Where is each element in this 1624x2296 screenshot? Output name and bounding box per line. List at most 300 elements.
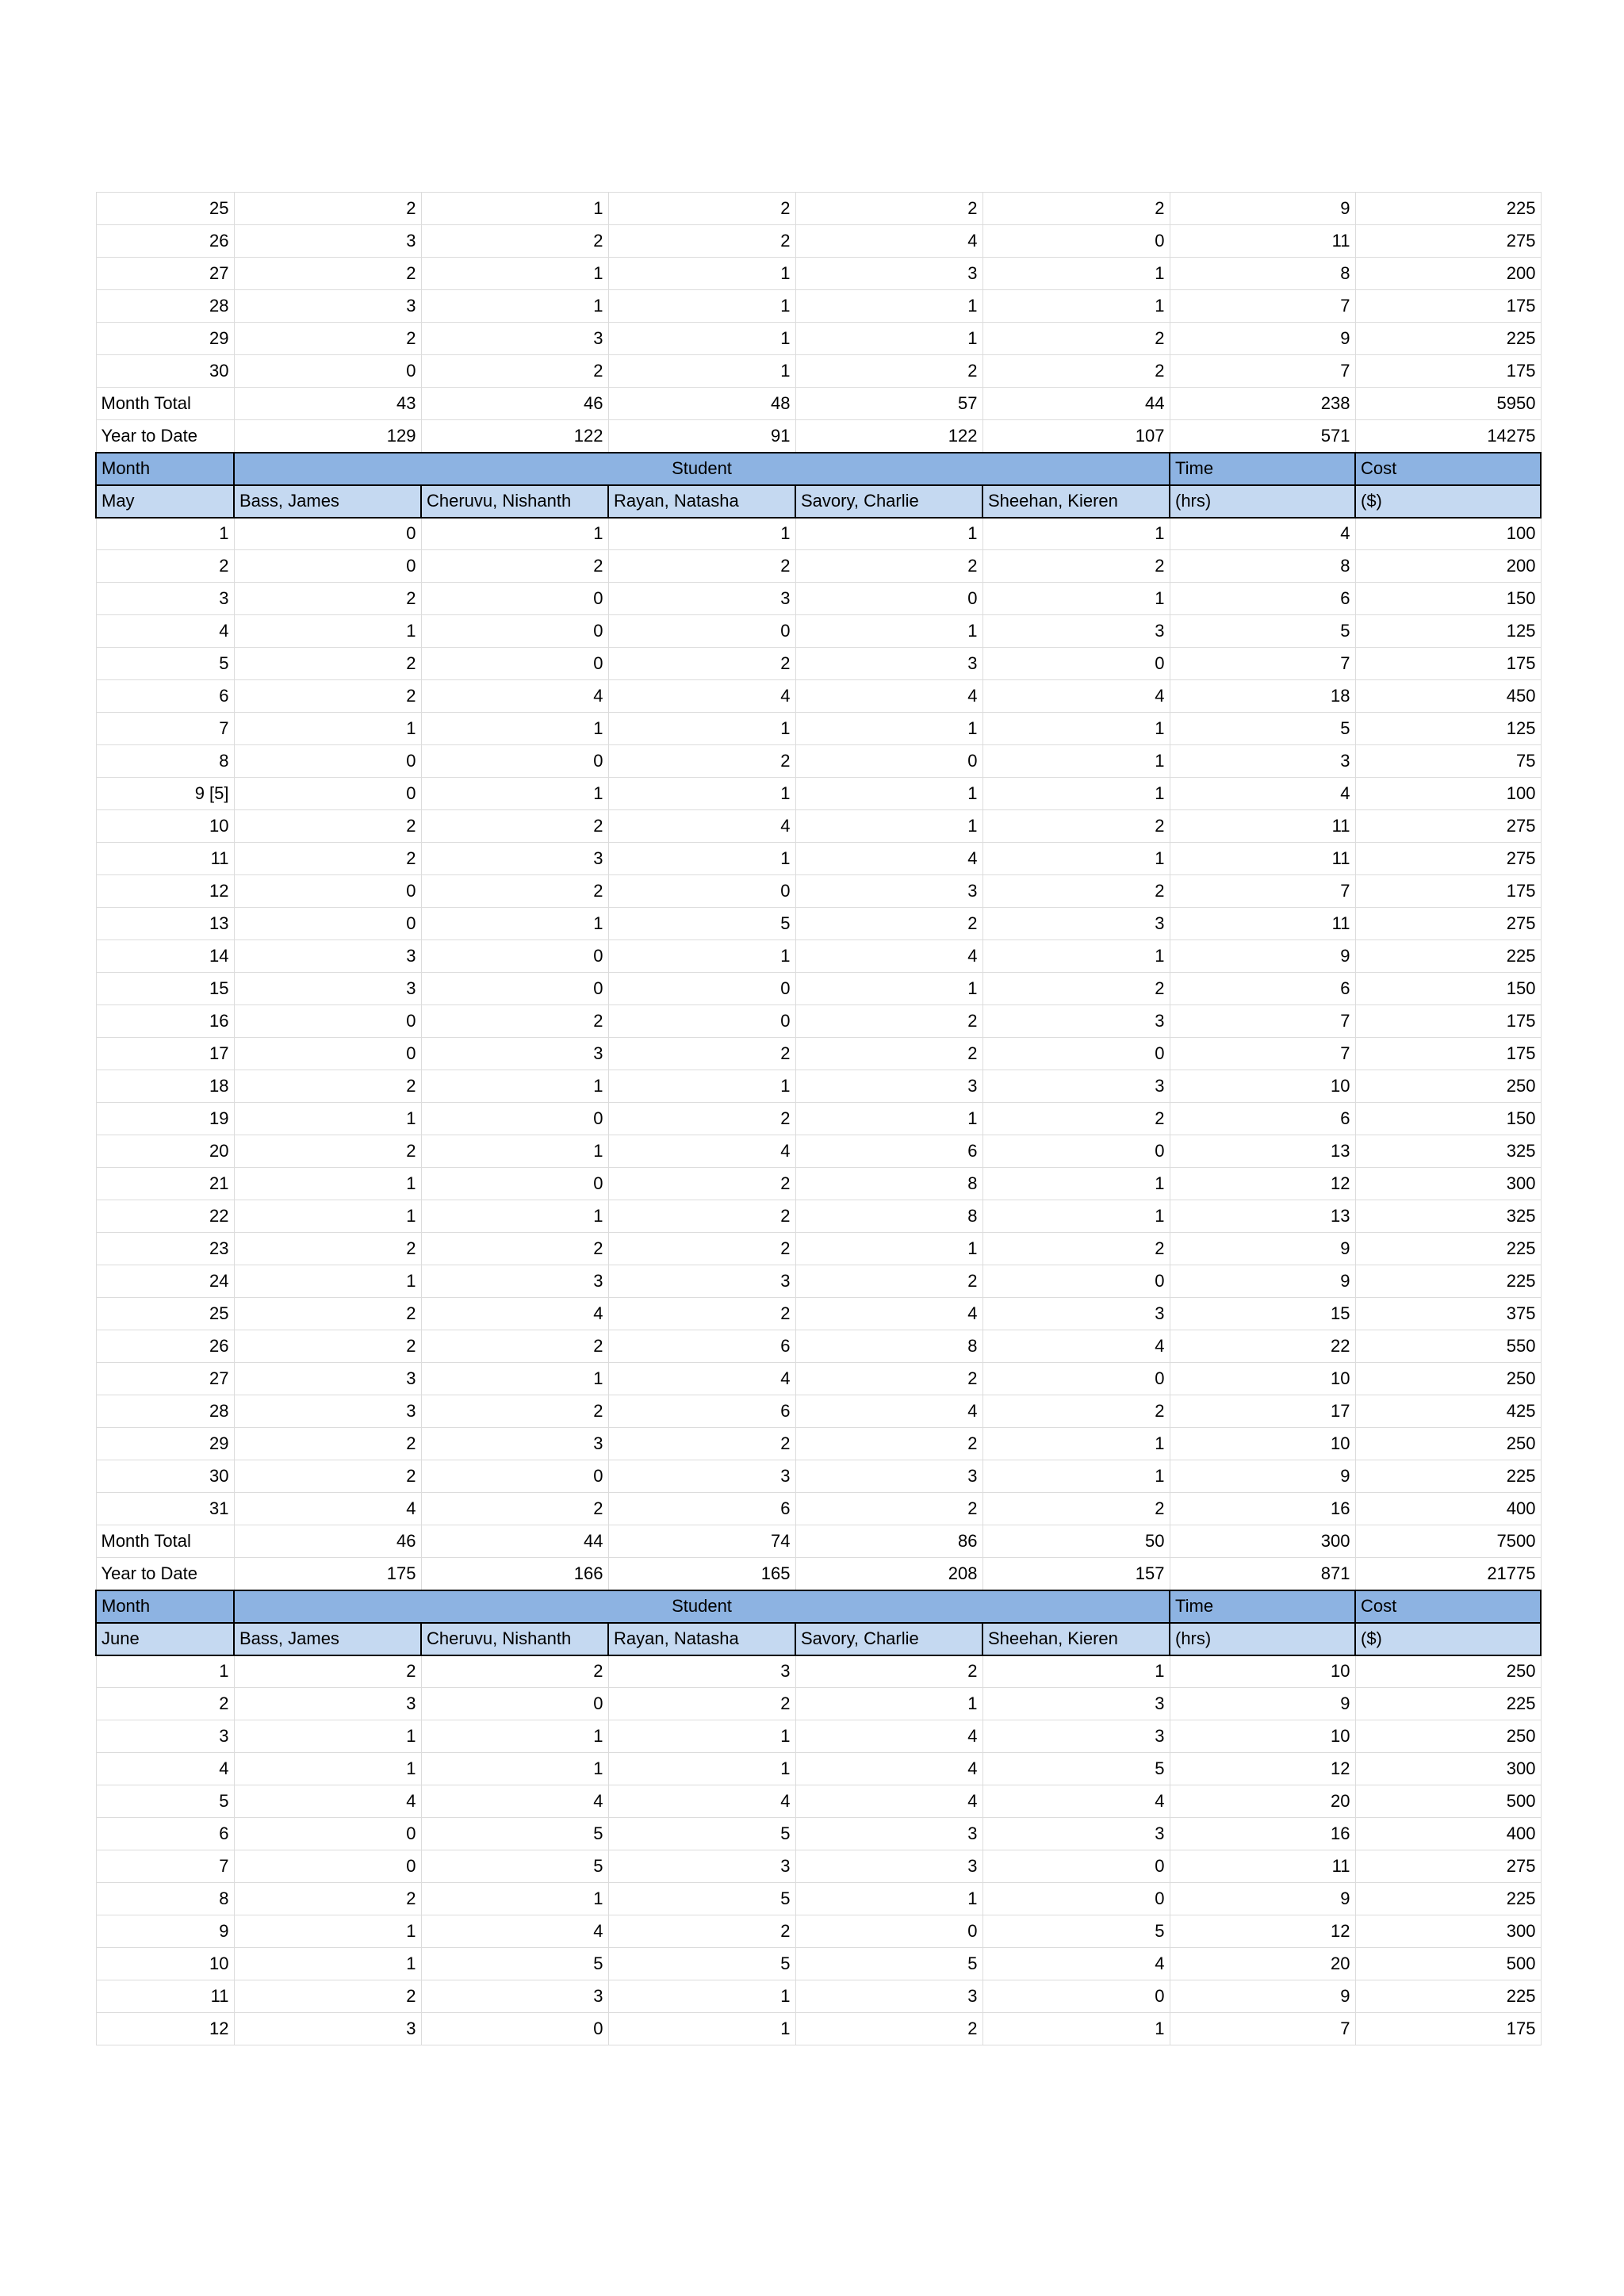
time-total-cell[interactable]: 11 — [1170, 1850, 1355, 1883]
hours-cell[interactable]: 3 — [234, 1688, 421, 1720]
hours-cell[interactable]: 1 — [795, 778, 982, 810]
time-total-cell[interactable]: 7 — [1170, 648, 1355, 680]
time-total-cell[interactable]: 20 — [1170, 1785, 1355, 1818]
hours-cell[interactable]: 1 — [608, 940, 795, 973]
month-total-row-value[interactable]: 300 — [1170, 1525, 1355, 1558]
hours-cell[interactable]: 0 — [234, 745, 421, 778]
hours-cell[interactable]: 1 — [982, 290, 1170, 323]
hours-cell[interactable]: 2 — [234, 1655, 421, 1688]
year-to-date-row-value[interactable]: 122 — [795, 420, 982, 453]
time-total-cell[interactable]: 9 — [1170, 1265, 1355, 1298]
hours-cell[interactable]: 3 — [234, 290, 421, 323]
cost-cell[interactable]: 100 — [1355, 518, 1541, 550]
hours-cell[interactable]: 1 — [608, 778, 795, 810]
day-cell[interactable]: 17 — [96, 1038, 234, 1070]
hours-cell[interactable]: 2 — [608, 1103, 795, 1135]
hours-cell[interactable]: 1 — [234, 615, 421, 648]
hours-cell[interactable]: 2 — [982, 1233, 1170, 1265]
cost-cell[interactable]: 175 — [1355, 1005, 1541, 1038]
hours-cell[interactable]: 1 — [234, 1168, 421, 1200]
cost-cell[interactable]: 225 — [1355, 1883, 1541, 1915]
day-cell[interactable]: 4 — [96, 1753, 234, 1785]
hours-cell[interactable]: 1 — [608, 518, 795, 550]
cost-cell[interactable]: 250 — [1355, 1428, 1541, 1460]
hours-cell[interactable]: 1 — [795, 615, 982, 648]
hours-cell[interactable]: 3 — [795, 1460, 982, 1493]
time-total-cell[interactable]: 12 — [1170, 1753, 1355, 1785]
hours-cell[interactable]: 3 — [421, 1980, 608, 2013]
hours-cell[interactable]: 2 — [608, 1915, 795, 1948]
hours-cell[interactable]: 8 — [795, 1200, 982, 1233]
hours-cell[interactable]: 0 — [421, 940, 608, 973]
day-cell[interactable]: 2 — [96, 1688, 234, 1720]
time-total-cell[interactable]: 9 — [1170, 940, 1355, 973]
month-total-row-value[interactable]: 86 — [795, 1525, 982, 1558]
hours-cell[interactable]: 2 — [795, 1493, 982, 1525]
year-to-date-row-value[interactable]: 571 — [1170, 420, 1355, 453]
day-cell[interactable]: 14 — [96, 940, 234, 973]
student-header-cell[interactable]: Student — [234, 1590, 1170, 1623]
hours-cell[interactable]: 2 — [795, 1428, 982, 1460]
day-cell[interactable]: 16 — [96, 1005, 234, 1038]
hours-cell[interactable]: 4 — [608, 1363, 795, 1395]
hours-cell[interactable]: 2 — [795, 1363, 982, 1395]
month-total-row-value[interactable]: 7500 — [1355, 1525, 1541, 1558]
day-cell[interactable]: 2 — [96, 550, 234, 583]
hours-cell[interactable]: 6 — [608, 1493, 795, 1525]
day-cell[interactable]: 1 — [96, 518, 234, 550]
cost-cell[interactable]: 200 — [1355, 550, 1541, 583]
time-unit-cell[interactable]: (hrs) — [1170, 485, 1355, 518]
hours-cell[interactable]: 0 — [982, 1038, 1170, 1070]
cost-cell[interactable]: 250 — [1355, 1363, 1541, 1395]
hours-cell[interactable]: 3 — [421, 1265, 608, 1298]
hours-cell[interactable]: 0 — [234, 778, 421, 810]
hours-cell[interactable]: 0 — [421, 973, 608, 1005]
hours-cell[interactable]: 1 — [608, 290, 795, 323]
hours-cell[interactable]: 2 — [608, 1168, 795, 1200]
student-name-cell[interactable]: Sheehan, Kieren — [982, 1623, 1170, 1655]
day-cell[interactable]: 25 — [96, 1298, 234, 1330]
hours-cell[interactable]: 2 — [982, 973, 1170, 1005]
cost-cell[interactable]: 325 — [1355, 1200, 1541, 1233]
year-to-date-row-value[interactable]: 175 — [234, 1558, 421, 1590]
student-name-cell[interactable]: Bass, James — [234, 1623, 421, 1655]
hours-cell[interactable]: 0 — [421, 1460, 608, 1493]
day-cell[interactable]: 12 — [96, 2013, 234, 2045]
cost-unit-cell[interactable]: ($) — [1355, 1623, 1541, 1655]
hours-cell[interactable]: 0 — [421, 1168, 608, 1200]
cost-cell[interactable]: 500 — [1355, 1948, 1541, 1980]
hours-cell[interactable]: 4 — [795, 680, 982, 713]
hours-cell[interactable]: 0 — [982, 1980, 1170, 2013]
hours-cell[interactable]: 1 — [608, 2013, 795, 2045]
hours-cell[interactable]: 3 — [982, 1070, 1170, 1103]
student-header-cell[interactable]: Student — [234, 453, 1170, 485]
day-cell[interactable]: 10 — [96, 810, 234, 843]
cost-cell[interactable]: 225 — [1355, 323, 1541, 355]
time-total-cell[interactable]: 22 — [1170, 1330, 1355, 1363]
hours-cell[interactable]: 4 — [421, 680, 608, 713]
time-total-cell[interactable]: 7 — [1170, 2013, 1355, 2045]
hours-cell[interactable]: 4 — [795, 940, 982, 973]
hours-cell[interactable]: 4 — [982, 1785, 1170, 1818]
time-total-cell[interactable]: 9 — [1170, 1688, 1355, 1720]
hours-cell[interactable]: 0 — [234, 1850, 421, 1883]
day-cell[interactable]: 28 — [96, 290, 234, 323]
time-total-cell[interactable]: 6 — [1170, 583, 1355, 615]
hours-cell[interactable]: 1 — [421, 908, 608, 940]
hours-cell[interactable]: 1 — [608, 1070, 795, 1103]
cost-cell[interactable]: 150 — [1355, 1103, 1541, 1135]
time-total-cell[interactable]: 11 — [1170, 810, 1355, 843]
cost-cell[interactable]: 175 — [1355, 355, 1541, 388]
cost-cell[interactable]: 175 — [1355, 875, 1541, 908]
hours-cell[interactable]: 2 — [421, 1395, 608, 1428]
time-total-cell[interactable]: 7 — [1170, 1038, 1355, 1070]
cost-cell[interactable]: 225 — [1355, 1265, 1541, 1298]
day-cell[interactable]: 25 — [96, 193, 234, 225]
hours-cell[interactable]: 4 — [795, 843, 982, 875]
hours-cell[interactable]: 4 — [795, 1785, 982, 1818]
hours-cell[interactable]: 4 — [795, 1395, 982, 1428]
hours-cell[interactable]: 0 — [608, 875, 795, 908]
hours-cell[interactable]: 0 — [234, 355, 421, 388]
day-cell[interactable]: 13 — [96, 908, 234, 940]
time-total-cell[interactable]: 12 — [1170, 1168, 1355, 1200]
hours-cell[interactable]: 3 — [795, 258, 982, 290]
hours-cell[interactable]: 1 — [982, 745, 1170, 778]
time-total-cell[interactable]: 7 — [1170, 875, 1355, 908]
hours-cell[interactable]: 1 — [234, 1948, 421, 1980]
hours-cell[interactable]: 1 — [795, 323, 982, 355]
time-total-cell[interactable]: 6 — [1170, 1103, 1355, 1135]
hours-cell[interactable]: 4 — [608, 680, 795, 713]
hours-cell[interactable]: 3 — [982, 908, 1170, 940]
cost-header-cell[interactable]: Cost — [1355, 1590, 1541, 1623]
day-cell[interactable]: 24 — [96, 1265, 234, 1298]
student-name-cell[interactable]: Cheruvu, Nishanth — [421, 485, 608, 518]
hours-cell[interactable]: 2 — [234, 810, 421, 843]
student-name-cell[interactable]: Rayan, Natasha — [608, 1623, 795, 1655]
hours-cell[interactable]: 1 — [982, 1655, 1170, 1688]
hours-cell[interactable]: 1 — [982, 940, 1170, 973]
hours-cell[interactable]: 1 — [421, 1753, 608, 1785]
month-total-row-value[interactable]: 74 — [608, 1525, 795, 1558]
hours-cell[interactable]: 4 — [795, 1753, 982, 1785]
hours-cell[interactable]: 3 — [795, 1070, 982, 1103]
hours-cell[interactable]: 2 — [608, 1200, 795, 1233]
hours-cell[interactable]: 0 — [982, 1850, 1170, 1883]
hours-cell[interactable]: 4 — [982, 1948, 1170, 1980]
hours-cell[interactable]: 0 — [795, 583, 982, 615]
month-total-row-label[interactable]: Month Total — [96, 388, 234, 420]
hours-cell[interactable]: 3 — [982, 615, 1170, 648]
hours-cell[interactable]: 1 — [982, 1168, 1170, 1200]
month-total-row-value[interactable]: 50 — [982, 1525, 1170, 1558]
month-total-row-value[interactable]: 46 — [421, 388, 608, 420]
hours-cell[interactable]: 4 — [234, 1493, 421, 1525]
hours-cell[interactable]: 1 — [982, 713, 1170, 745]
hours-cell[interactable]: 2 — [234, 1428, 421, 1460]
cost-cell[interactable]: 175 — [1355, 1038, 1541, 1070]
day-cell[interactable]: 28 — [96, 1395, 234, 1428]
hours-cell[interactable]: 1 — [421, 193, 608, 225]
hours-cell[interactable]: 2 — [234, 1883, 421, 1915]
hours-cell[interactable]: 4 — [608, 810, 795, 843]
time-total-cell[interactable]: 10 — [1170, 1363, 1355, 1395]
month-total-row-value[interactable]: 44 — [982, 388, 1170, 420]
hours-cell[interactable]: 1 — [234, 1103, 421, 1135]
time-total-cell[interactable]: 17 — [1170, 1395, 1355, 1428]
hours-cell[interactable]: 2 — [421, 225, 608, 258]
hours-cell[interactable]: 1 — [421, 1070, 608, 1103]
cost-cell[interactable]: 125 — [1355, 615, 1541, 648]
year-to-date-row-value[interactable]: 122 — [421, 420, 608, 453]
hours-cell[interactable]: 2 — [608, 550, 795, 583]
hours-cell[interactable]: 3 — [234, 225, 421, 258]
cost-unit-cell[interactable]: ($) — [1355, 485, 1541, 518]
hours-cell[interactable]: 0 — [982, 1265, 1170, 1298]
hours-cell[interactable]: 1 — [234, 1720, 421, 1753]
hours-cell[interactable]: 2 — [421, 1655, 608, 1688]
time-unit-cell[interactable]: (hrs) — [1170, 1623, 1355, 1655]
hours-cell[interactable]: 8 — [795, 1168, 982, 1200]
hours-cell[interactable]: 2 — [421, 1493, 608, 1525]
day-cell[interactable]: 8 — [96, 1883, 234, 1915]
cost-cell[interactable]: 75 — [1355, 745, 1541, 778]
hours-cell[interactable]: 2 — [795, 355, 982, 388]
time-total-cell[interactable]: 10 — [1170, 1720, 1355, 1753]
hours-cell[interactable]: 1 — [421, 518, 608, 550]
hours-cell[interactable]: 1 — [234, 1265, 421, 1298]
hours-cell[interactable]: 2 — [982, 1493, 1170, 1525]
hours-cell[interactable]: 6 — [608, 1330, 795, 1363]
hours-cell[interactable]: 0 — [982, 1135, 1170, 1168]
hours-cell[interactable]: 1 — [795, 810, 982, 843]
hours-cell[interactable]: 1 — [795, 973, 982, 1005]
day-cell[interactable]: 26 — [96, 225, 234, 258]
day-cell[interactable]: 11 — [96, 843, 234, 875]
hours-cell[interactable]: 4 — [608, 1785, 795, 1818]
hours-cell[interactable]: 2 — [608, 1233, 795, 1265]
hours-cell[interactable]: 2 — [608, 1038, 795, 1070]
hours-cell[interactable]: 1 — [234, 1915, 421, 1948]
time-total-cell[interactable]: 16 — [1170, 1818, 1355, 1850]
hours-cell[interactable]: 1 — [795, 1883, 982, 1915]
cost-cell[interactable]: 175 — [1355, 290, 1541, 323]
hours-cell[interactable]: 3 — [421, 323, 608, 355]
cost-cell[interactable]: 500 — [1355, 1785, 1541, 1818]
hours-cell[interactable]: 1 — [608, 1720, 795, 1753]
time-total-cell[interactable]: 10 — [1170, 1655, 1355, 1688]
day-cell[interactable]: 29 — [96, 1428, 234, 1460]
hours-cell[interactable]: 3 — [795, 875, 982, 908]
hours-cell[interactable]: 0 — [234, 550, 421, 583]
hours-cell[interactable]: 5 — [795, 1948, 982, 1980]
hours-cell[interactable]: 1 — [795, 1103, 982, 1135]
day-cell[interactable]: 9 [5] — [96, 778, 234, 810]
hours-cell[interactable]: 3 — [234, 973, 421, 1005]
hours-cell[interactable]: 2 — [608, 745, 795, 778]
hours-cell[interactable]: 3 — [608, 1460, 795, 1493]
month-name-cell[interactable]: May — [96, 485, 234, 518]
hours-cell[interactable]: 4 — [795, 1298, 982, 1330]
hours-cell[interactable]: 6 — [795, 1135, 982, 1168]
hours-cell[interactable]: 0 — [608, 1005, 795, 1038]
day-cell[interactable]: 5 — [96, 648, 234, 680]
hours-cell[interactable]: 1 — [982, 518, 1170, 550]
hours-cell[interactable]: 3 — [421, 1038, 608, 1070]
day-cell[interactable]: 18 — [96, 1070, 234, 1103]
hours-cell[interactable]: 1 — [608, 1753, 795, 1785]
month-total-row-value[interactable]: 43 — [234, 388, 421, 420]
hours-cell[interactable]: 0 — [421, 648, 608, 680]
year-to-date-row-value[interactable]: 166 — [421, 1558, 608, 1590]
cost-cell[interactable]: 275 — [1355, 843, 1541, 875]
hours-cell[interactable]: 1 — [421, 1363, 608, 1395]
hours-cell[interactable]: 3 — [608, 583, 795, 615]
hours-cell[interactable]: 2 — [982, 1103, 1170, 1135]
hours-cell[interactable]: 8 — [795, 1330, 982, 1363]
day-cell[interactable]: 21 — [96, 1168, 234, 1200]
hours-cell[interactable]: 0 — [982, 225, 1170, 258]
cost-cell[interactable]: 375 — [1355, 1298, 1541, 1330]
cost-cell[interactable]: 300 — [1355, 1915, 1541, 1948]
hours-cell[interactable]: 3 — [421, 843, 608, 875]
hours-cell[interactable]: 2 — [982, 550, 1170, 583]
hours-cell[interactable]: 4 — [608, 1135, 795, 1168]
hours-cell[interactable]: 1 — [608, 323, 795, 355]
cost-cell[interactable]: 250 — [1355, 1720, 1541, 1753]
year-to-date-row-value[interactable]: 208 — [795, 1558, 982, 1590]
year-to-date-row-value[interactable]: 21775 — [1355, 1558, 1541, 1590]
year-to-date-row-value[interactable]: 107 — [982, 420, 1170, 453]
time-total-cell[interactable]: 10 — [1170, 1428, 1355, 1460]
day-cell[interactable]: 30 — [96, 1460, 234, 1493]
hours-cell[interactable]: 5 — [421, 1948, 608, 1980]
hours-cell[interactable]: 1 — [421, 1200, 608, 1233]
cost-header-cell[interactable]: Cost — [1355, 453, 1541, 485]
cost-cell[interactable]: 200 — [1355, 258, 1541, 290]
time-total-cell[interactable]: 18 — [1170, 680, 1355, 713]
student-name-cell[interactable]: Bass, James — [234, 485, 421, 518]
time-total-cell[interactable]: 9 — [1170, 1460, 1355, 1493]
time-total-cell[interactable]: 11 — [1170, 225, 1355, 258]
hours-cell[interactable]: 2 — [982, 1395, 1170, 1428]
hours-cell[interactable]: 1 — [795, 518, 982, 550]
hours-cell[interactable]: 4 — [795, 225, 982, 258]
hours-cell[interactable]: 4 — [421, 1915, 608, 1948]
hours-cell[interactable]: 1 — [421, 290, 608, 323]
hours-cell[interactable]: 2 — [234, 1330, 421, 1363]
hours-cell[interactable]: 2 — [795, 1655, 982, 1688]
hours-cell[interactable]: 0 — [421, 745, 608, 778]
hours-cell[interactable]: 1 — [795, 713, 982, 745]
hours-cell[interactable]: 1 — [608, 843, 795, 875]
cost-cell[interactable]: 225 — [1355, 1233, 1541, 1265]
hours-cell[interactable]: 3 — [234, 2013, 421, 2045]
hours-cell[interactable]: 3 — [982, 1818, 1170, 1850]
hours-cell[interactable]: 4 — [982, 1330, 1170, 1363]
cost-cell[interactable]: 425 — [1355, 1395, 1541, 1428]
time-total-cell[interactable]: 7 — [1170, 1005, 1355, 1038]
hours-cell[interactable]: 2 — [234, 1070, 421, 1103]
hours-cell[interactable]: 1 — [982, 1200, 1170, 1233]
hours-cell[interactable]: 2 — [608, 225, 795, 258]
hours-cell[interactable]: 0 — [234, 875, 421, 908]
day-cell[interactable]: 11 — [96, 1980, 234, 2013]
month-total-row-value[interactable]: 5950 — [1355, 388, 1541, 420]
time-total-cell[interactable]: 15 — [1170, 1298, 1355, 1330]
hours-cell[interactable]: 2 — [795, 193, 982, 225]
hours-cell[interactable]: 1 — [982, 258, 1170, 290]
student-name-cell[interactable]: Savory, Charlie — [795, 1623, 982, 1655]
day-cell[interactable]: 6 — [96, 680, 234, 713]
time-total-cell[interactable]: 6 — [1170, 973, 1355, 1005]
hours-cell[interactable]: 1 — [795, 290, 982, 323]
hours-cell[interactable]: 5 — [982, 1915, 1170, 1948]
hours-cell[interactable]: 2 — [982, 810, 1170, 843]
hours-cell[interactable]: 2 — [608, 1428, 795, 1460]
month-total-row-value[interactable]: 238 — [1170, 388, 1355, 420]
hours-cell[interactable]: 2 — [421, 1233, 608, 1265]
hours-cell[interactable]: 5 — [608, 1818, 795, 1850]
cost-cell[interactable]: 225 — [1355, 1460, 1541, 1493]
hours-cell[interactable]: 1 — [982, 1428, 1170, 1460]
hours-cell[interactable]: 0 — [608, 973, 795, 1005]
hours-cell[interactable]: 0 — [982, 1363, 1170, 1395]
hours-cell[interactable]: 3 — [795, 1850, 982, 1883]
hours-cell[interactable]: 2 — [795, 1265, 982, 1298]
hours-cell[interactable]: 0 — [234, 1005, 421, 1038]
time-total-cell[interactable]: 8 — [1170, 550, 1355, 583]
time-total-cell[interactable]: 9 — [1170, 1883, 1355, 1915]
year-to-date-row-value[interactable]: 157 — [982, 1558, 1170, 1590]
hours-cell[interactable]: 2 — [421, 355, 608, 388]
hours-cell[interactable]: 4 — [795, 1720, 982, 1753]
hours-cell[interactable]: 5 — [608, 1883, 795, 1915]
hours-cell[interactable]: 0 — [608, 615, 795, 648]
cost-cell[interactable]: 275 — [1355, 810, 1541, 843]
hours-cell[interactable]: 1 — [795, 1233, 982, 1265]
hours-cell[interactable]: 0 — [234, 908, 421, 940]
hours-cell[interactable]: 2 — [795, 1038, 982, 1070]
day-cell[interactable]: 3 — [96, 1720, 234, 1753]
hours-cell[interactable]: 2 — [608, 1298, 795, 1330]
hours-cell[interactable]: 1 — [982, 778, 1170, 810]
time-total-cell[interactable]: 16 — [1170, 1493, 1355, 1525]
student-name-cell[interactable]: Cheruvu, Nishanth — [421, 1623, 608, 1655]
hours-cell[interactable]: 2 — [608, 648, 795, 680]
cost-cell[interactable]: 300 — [1355, 1753, 1541, 1785]
hours-cell[interactable]: 2 — [234, 583, 421, 615]
time-total-cell[interactable]: 4 — [1170, 518, 1355, 550]
day-cell[interactable]: 7 — [96, 713, 234, 745]
day-cell[interactable]: 12 — [96, 875, 234, 908]
hours-cell[interactable]: 0 — [421, 583, 608, 615]
hours-cell[interactable]: 6 — [608, 1395, 795, 1428]
hours-cell[interactable]: 3 — [421, 1428, 608, 1460]
hours-cell[interactable]: 2 — [421, 810, 608, 843]
hours-cell[interactable]: 3 — [608, 1655, 795, 1688]
time-total-cell[interactable]: 10 — [1170, 1070, 1355, 1103]
hours-cell[interactable]: 1 — [795, 1688, 982, 1720]
hours-cell[interactable]: 1 — [421, 1883, 608, 1915]
hours-cell[interactable]: 1 — [234, 713, 421, 745]
hours-cell[interactable]: 1 — [234, 1753, 421, 1785]
hours-cell[interactable]: 1 — [608, 355, 795, 388]
